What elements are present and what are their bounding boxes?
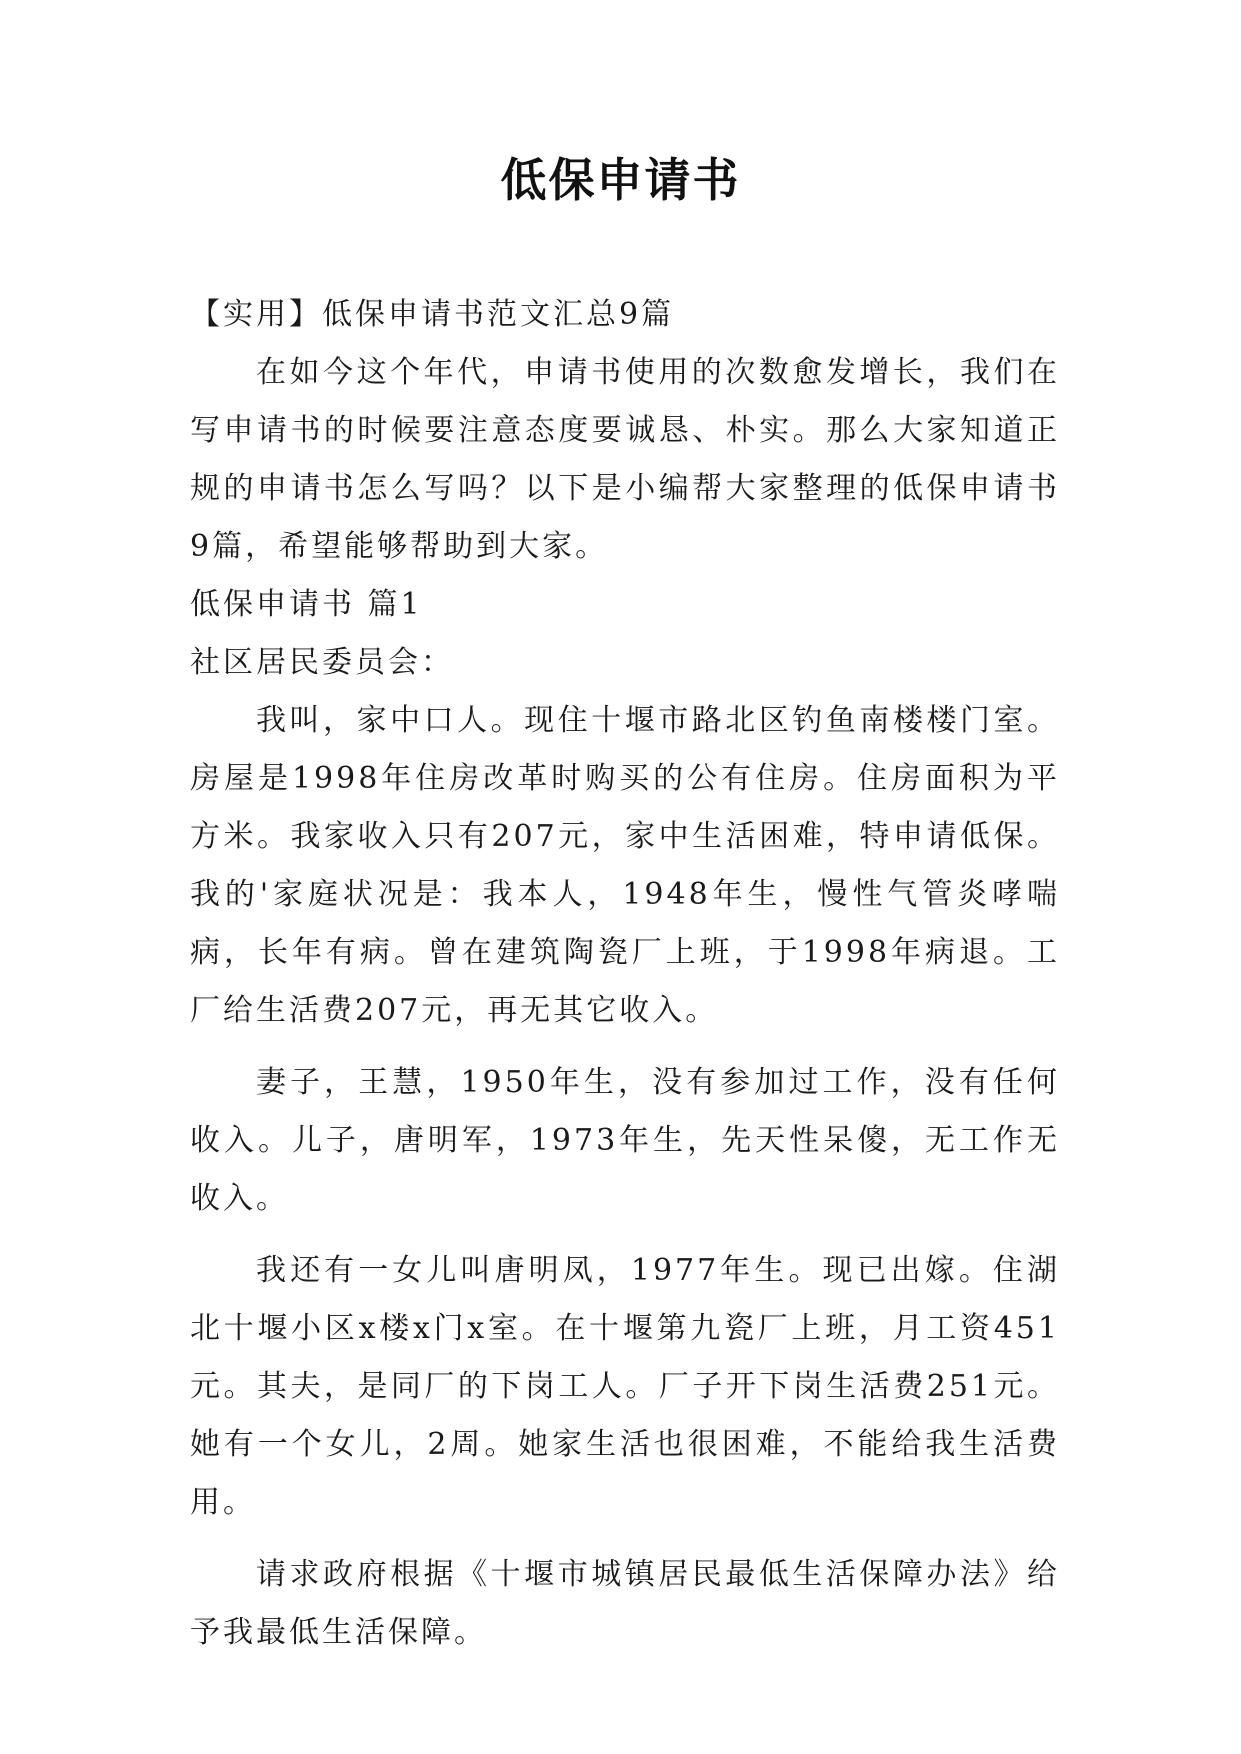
- document-body: [190, 286, 1060, 1662]
- body-paragraph-request: 请求政府根据《十堰市城镇居民最低生活保障办法》给予我最低生活保障。: [190, 1557, 1060, 1650]
- body-paragraph-wife-son: 妻子，王慧，1950年生，没有参加过工作，没有任何收入。儿子，唐明军，1973年生，先天性呆傻，无工作无收入。: [190, 1065, 1060, 1216]
- intro-paragraph: 在如今这个年代，申请书使用的次数愈发增长，我们在写申请书的时候要注意态度要诚恳、朴实。那么大家知道正规的申请书怎么写吗？以下是小编帮大家整理的低保申请书9篇，希望能够帮助到大家。: [190, 355, 1060, 564]
- document-title: 低保申请书: [500, 153, 741, 207]
- intro-heading: 【实用】低保申请书范文汇总9篇: [190, 297, 675, 332]
- body-paragraph-daughter: 我还有一女儿叫唐明凤，1977年生。现已出嫁。住湖北十堰小区x楼x门x室。在十堰第九瓷厂上班，月工资451元。其夫，是同厂的下岗工人。厂子开下岗生活费251元。她有一个女儿，2周。她家生活也很困难，不能给我生活费用。: [190, 1253, 1060, 1520]
- body-paragraph-household: 我叫，家中口人。现住十堰市路北区钓鱼南楼楼门室。房屋是1998年住房改革时购买的公有住房。住房面积为平方米。我家收入只有207元，家中生活困难，特申请低保。我的'家庭状况是：我本人，1948年生，慢性气管炎哮喘病，长年有病。曾在建筑陶瓷厂上班，于1998年病退。工厂给生活费207元，再无其它收入。: [190, 703, 1060, 1028]
- salutation: 社区居民委员会：: [190, 645, 454, 680]
- section-heading: 低保申请书 篇1: [190, 587, 423, 622]
